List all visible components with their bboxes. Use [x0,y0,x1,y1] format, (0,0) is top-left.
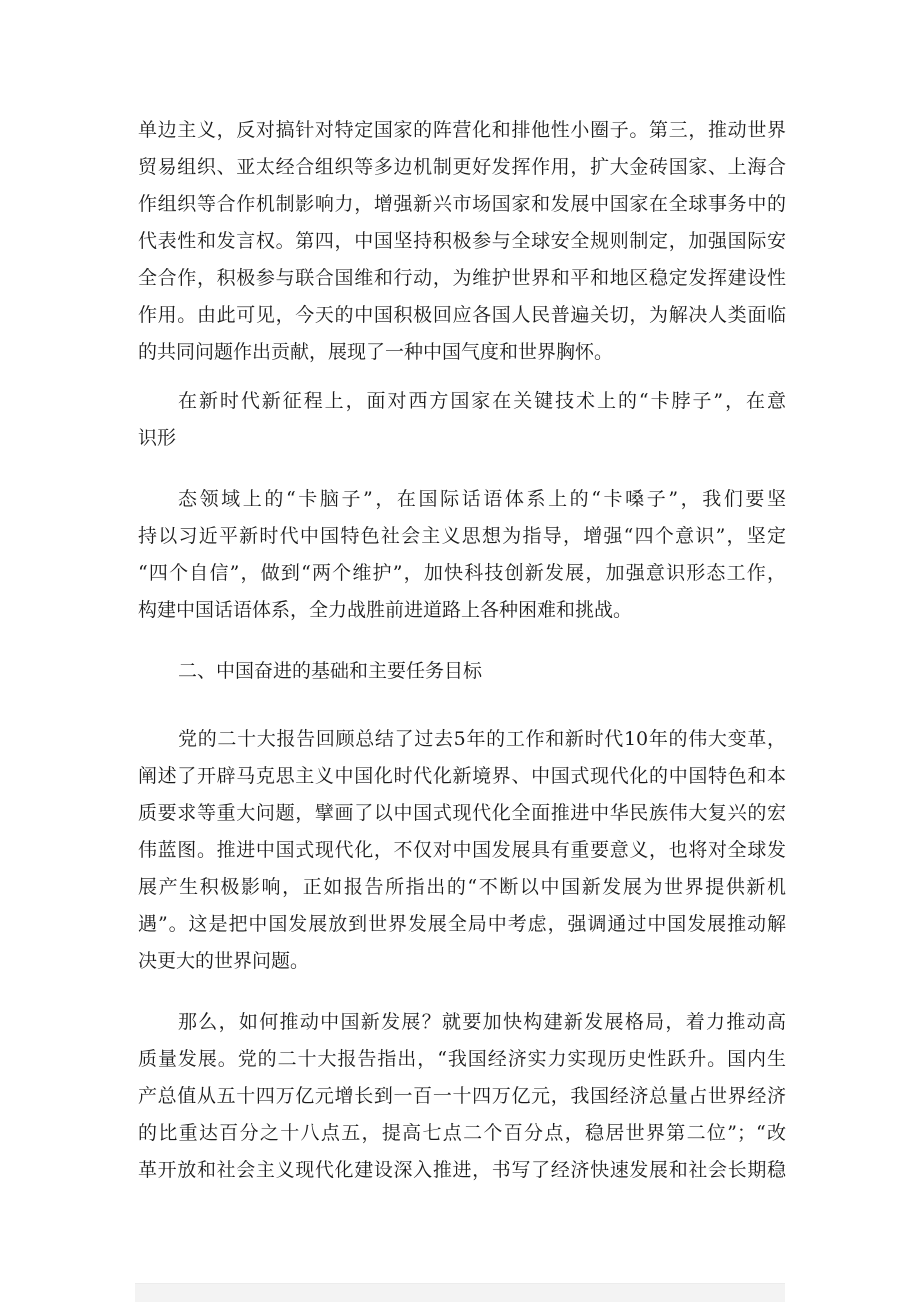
text-line: 贸易组织、亚太经合组织等多边机制更好发挥作用，扩大金砖国家、上海合 [138,156,786,178]
text-line: 的共同问题作出贡献，展现了一种中国气度和世界胸怀。 [138,341,614,363]
text-line: 质要求等重大问题，擘画了以中国式现代化全面推进中华民族伟大复兴的宏 [138,802,786,824]
text-line: 决更大的世界问题。 [138,950,310,972]
text-line: 识形 [138,427,177,449]
text-line: 持以习近平新时代中国特色社会主义思想为指导，增强“四个意识”，坚定 [138,525,786,547]
text-line: 质量发展。党的二十大报告指出，“我国经济实力实现历史性跃升。国内生 [138,1048,786,1070]
text-line: 党的二十大报告回顾总结了过去5年的工作和新时代10年的伟大变革， [178,728,786,750]
text-line: 态领域上的“卡脑子”，在国际话语体系上的“卡嗓子”，我们要坚 [178,488,786,510]
text-line: 展产生积极影响，正如报告所指出的“不断以中国新发展为世界提供新机 [138,876,786,898]
page-footer-bar [135,1283,785,1302]
text-line: 作组织等合作机制影响力，增强新兴市场国家和发展中国家在全球事务中的 [138,193,786,215]
text-line: 代表性和发言权。第四，中国坚持积极参与全球安全规则制定，加强国际安 [138,230,786,252]
text-line: 革开放和社会主义现代化建设深入推进，书写了经济快速发展和社会长期稳 [138,1159,786,1181]
text-line: 的比重达百分之十八点五，提高七点二个百分点，稳居世界第二位”；“改 [138,1122,786,1144]
section-heading: 二、中国奋进的基础和主要任务目标 [178,660,483,682]
text-line: 单边主义，反对搞针对特定国家的阵营化和排他性小圈子。第三，推动世界 [138,119,786,141]
text-line: “四个自信”，做到“两个维护”，加快科技创新发展，加强意识形态工作， [138,562,786,584]
text-line: 阐述了开辟马克思主义中国化时代化新境界、中国式现代化的中国特色和本 [138,765,786,787]
text-line: 全合作，积极参与联合国维和行动，为维护世界和平和地区稳定发挥建设性 [138,267,786,289]
text-line: 产总值从五十四万亿元增长到一百一十四万亿元，我国经济总量占世界经济 [138,1085,786,1107]
text-line: 遇”。这是把中国发展放到世界发展全局中考虑，强调通过中国发展推动解 [138,913,786,935]
text-line: 在新时代新征程上，面对西方国家在关键技术上的“卡脖子”，在意 [178,390,786,412]
text-line: 那么，如何推动中国新发展？就要加快构建新发展格局，着力推动高 [178,1011,786,1033]
text-line: 构建中国话语体系，全力战胜前进道路上各种困难和挑战。 [138,599,633,621]
text-line: 伟蓝图。推进中国式现代化，不仅对中国发展具有重要意义，也将对全球发 [138,839,786,861]
text-line: 作用。由此可见，今天的中国积极回应各国人民普遍关切，为解决人类面临 [138,304,786,326]
